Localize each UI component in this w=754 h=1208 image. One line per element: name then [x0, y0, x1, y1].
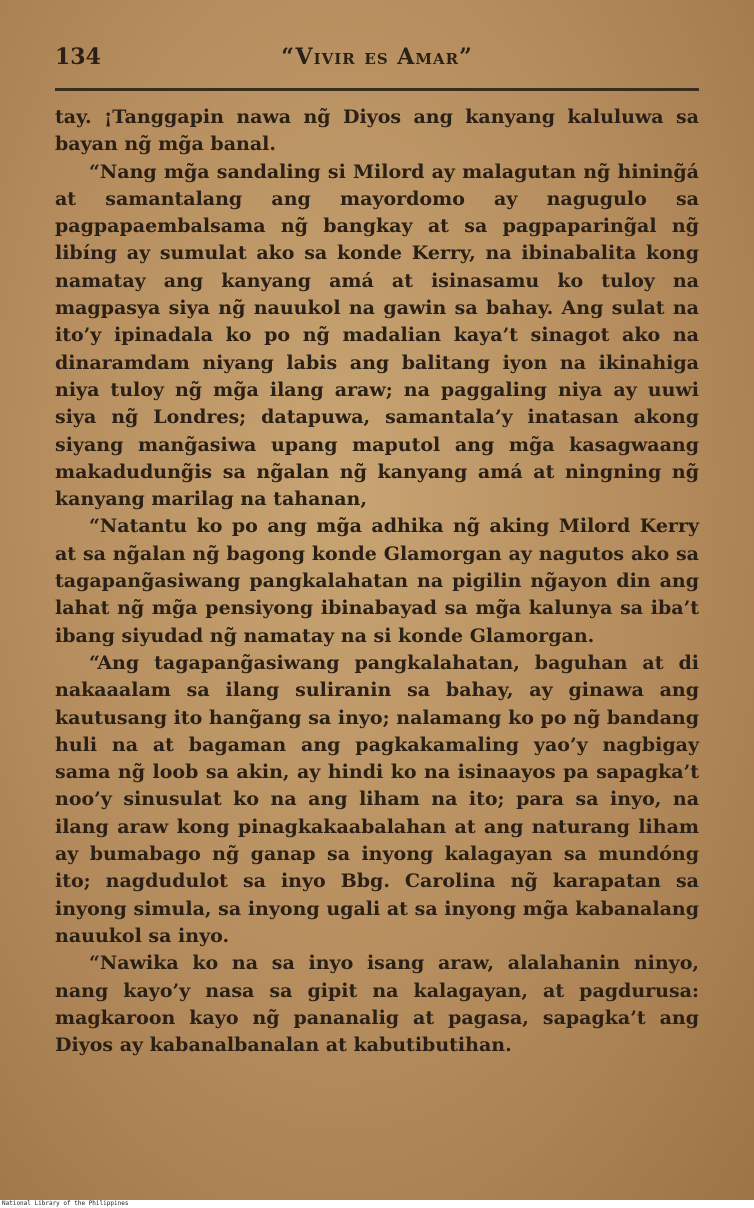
page-number: 134: [55, 44, 101, 70]
paragraph-1: tay. ¡Tanggapin nawa ng̃ Diyos ang kanyang kaluluwa sa bayan ng̃ mg̃a banal.: [55, 106, 699, 156]
running-title: “Vivir es Amar”: [281, 44, 473, 70]
paragraph-3: “Natantu ko po ang mg̃a adhika ng̃ aking Milord Kerry at sa ng̃alan ng̃ bagong konde Glamorgan ay nagutos ako sa tagapang̃asiwang pangkalahatan na pigilin ng̃ayon din ang lahat ng̃ mg̃a pensiyong ibinabayad sa mg̃a kalunya sa iba’t ibang siyudad ng̃ namatay na si konde Glamorgan.: [55, 515, 699, 647]
body-text: [55, 104, 699, 1059]
paragraph-2: “Nang mg̃a sandaling si Milord ay malagutan ng̃ hining̃á at samantalang ang mayordomo ay nagugulo sa pagpapaembalsama ng̃ bangkay at sa pagpaparing̃al ng̃ libíng ay sumulat ako sa konde Kerry, na ibinabalita kong namatay ang kanyang amá at isinasamu ko tuloy na magpasya siya ng̃ nauukol na gawin sa bahay. Ang sulat na ito’y ipinadala ko po ng̃ madalian kaya’t sinagot ako na dinaramdam niyang labis ang balitang iyon na ikinahiga niya tuloy ng̃ mg̃a ilang araw; na paggaling niya ay uuwi siya ng̃ Londres; datapuwa, samantala’y inatasan akong siyang mang̃asiwa upang maputol ang mg̃a kasagwaang makadudung̃is sa ng̃alan ng̃ kanyang amá at ningning ng̃ kanyang marilag na tahanan,: [55, 160, 699, 511]
page-header: [55, 44, 699, 80]
footer-credit: National Library of the Philippines: [0, 1200, 754, 1208]
paragraph-4: “Ang tagapang̃asiwang pangkalahatan, baguhan at di nakaaalam sa ilang suliranin sa bahay, ay ginawa ang kautusang ito hang̃ang sa inyo; nalamang ko po ng̃ bandang huli na at bagaman ang pagkakamaling yao’y nagbigay sama ng̃ loob sa akin, ay hindi ko na isinaayos pa sapagka’t noo’y sinusulat ko na ang liham na ito; para sa inyo, na ilang araw kong pinagkakaabalahan at ang naturang liham ay bumabago ng̃ ganap sa inyong kalagayan sa mundóng ito; nagdudulot sa inyo Bbg. Carolina ng̃ karapatan sa inyong simula, sa inyong ugali at sa inyong mg̃a kabanalang nauukol sa inyo.: [55, 651, 699, 947]
header-rule: [55, 88, 699, 91]
paragraph-5: “Nawika ko na sa inyo isang araw, alalahanin ninyo, nang kayo’y nasa sa gipit na kalagayan, at pagdurusa: magkaroon kayo ng̃ pananalig at pagasa, sapagka’t ang Diyos ay kabanalbanalan at kabutibutihan.: [55, 952, 699, 1057]
